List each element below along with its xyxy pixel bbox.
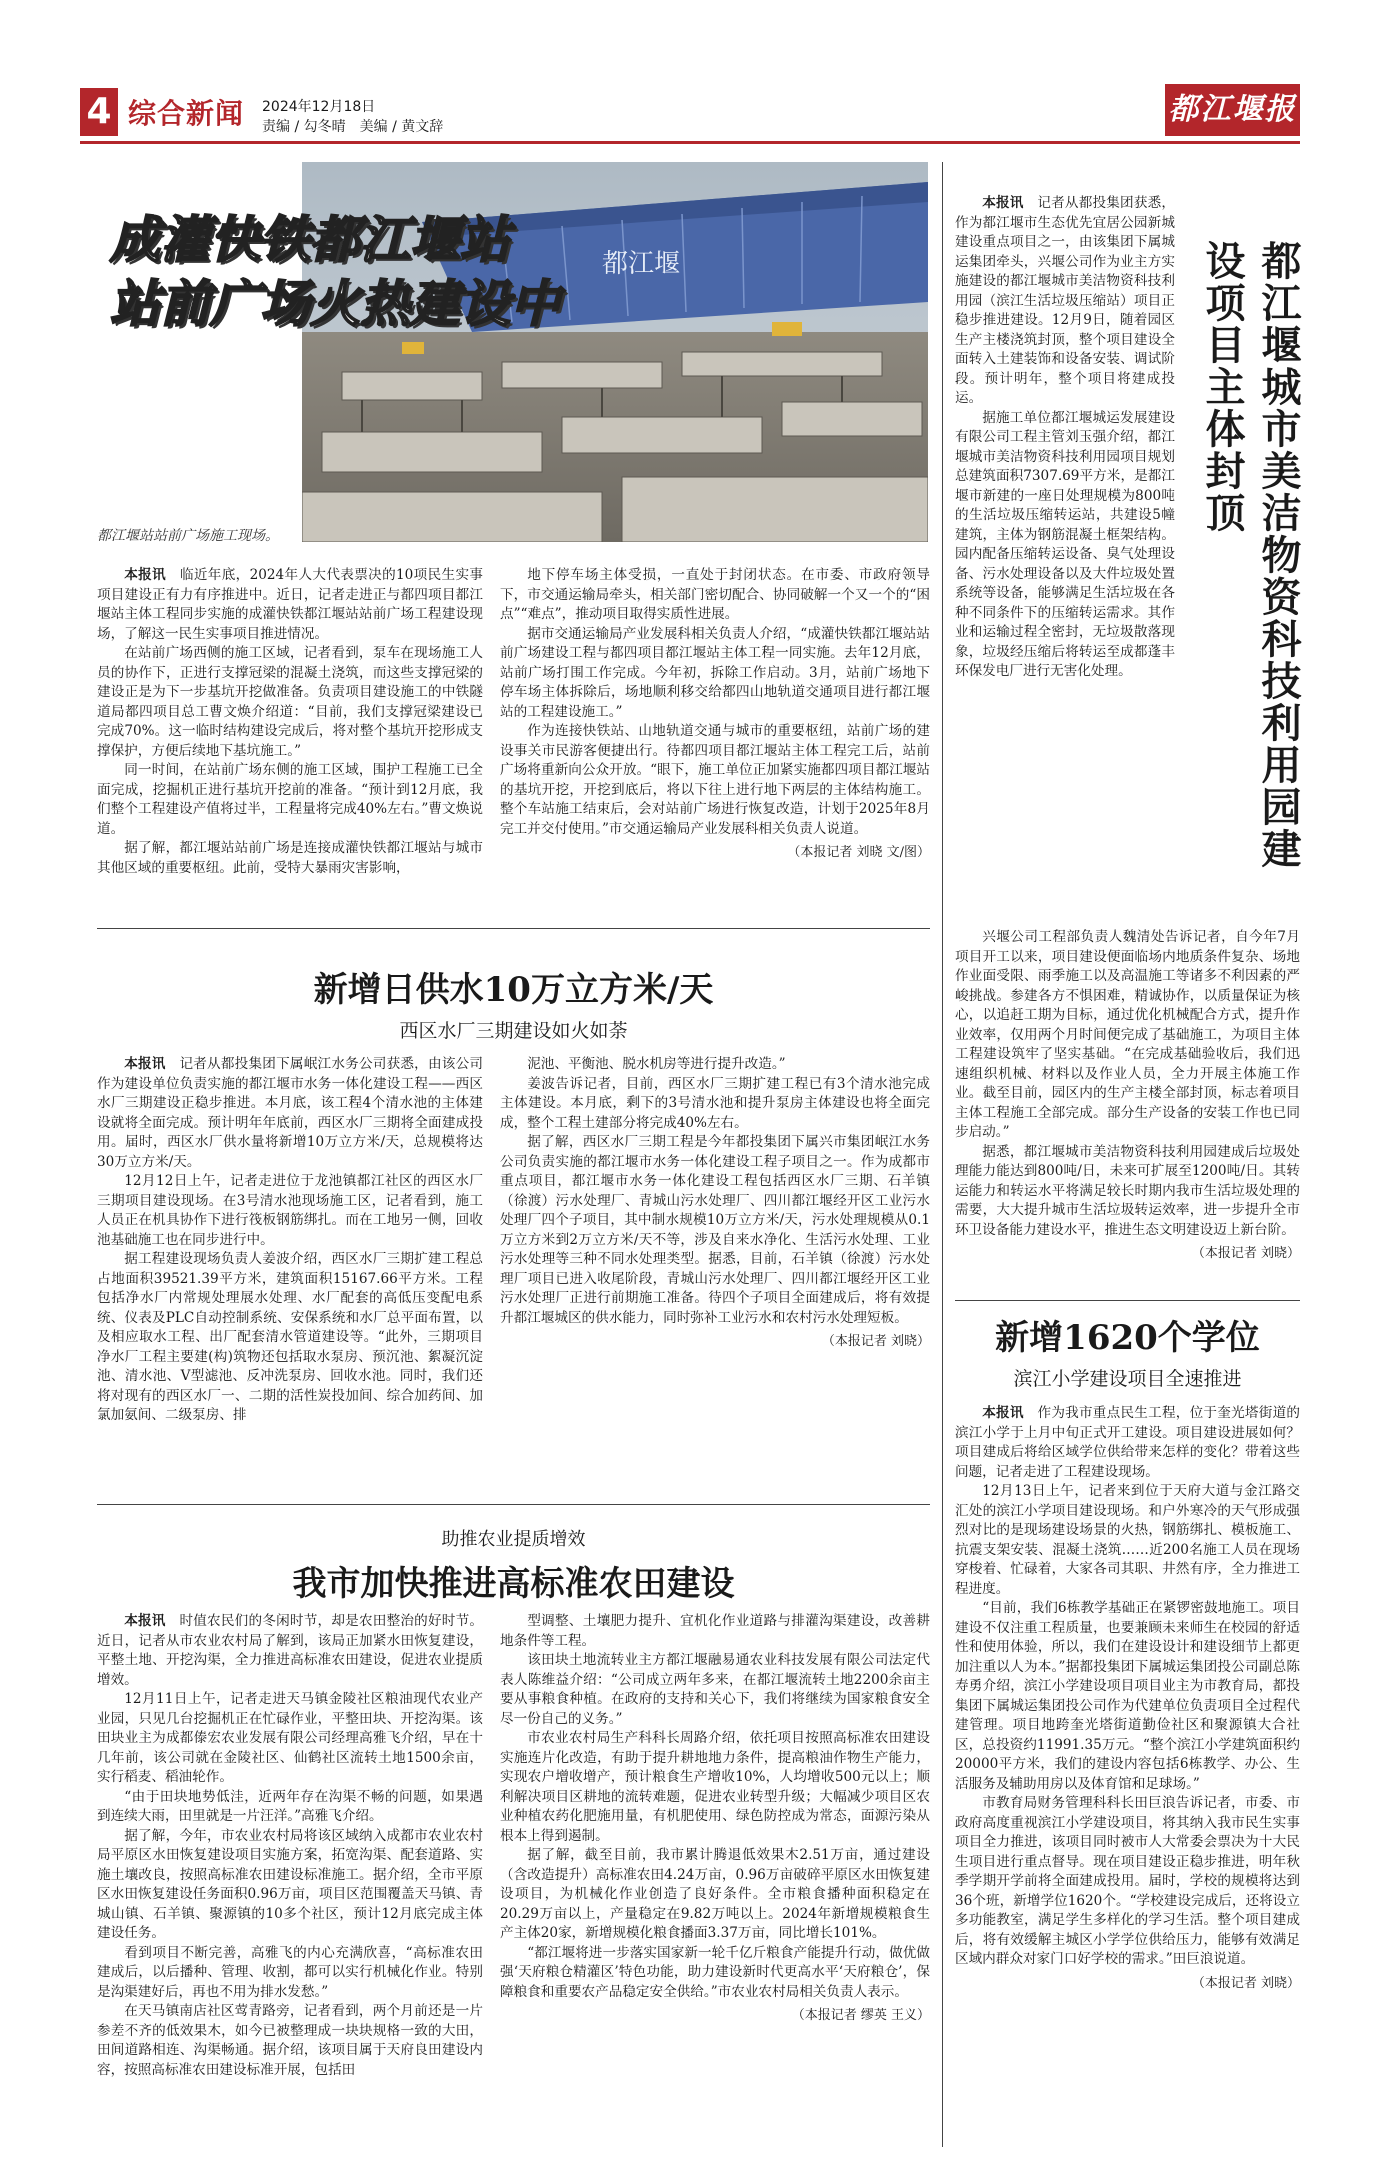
article1-title — [110, 208, 560, 336]
article1-paragraph: 在站前广场西侧的施工区域，记者看到，泵车在现场施工人员的协作下，正进行支撑冠梁的混凝土浇筑，而这些支撑冠梁的建设正是为下一步基坑开挖做准备。负责项目建设施工的中铁隧道局都四项目总工曹文焕介绍道：“目前，我们支撑冠梁建设已完成70%。这一临时结构建设完成后，将对整个基坑开挖形成支撑保护，方便后续地下基坑施工。” — [97, 645, 483, 759]
article3-paragraph: “由于田块地势低洼，近两年存在沟渠不畅的问题，如果遇到连续大雨，田里就是一片汪洋。”高雅飞介绍。 — [97, 1788, 483, 1824]
header-rule — [80, 141, 1300, 144]
article5-paragraph: 本报讯 作为我市重点民生工程，位于奎光塔街道的滨江小学于上月中旬正式开工建设。项目建设进展如何？项目建成后将给区域学位供给带来怎样的变化？带着这些问题，记者走进了工程建设现场。 — [955, 1405, 1300, 1480]
column-divider — [942, 162, 943, 2147]
article3-paragraph: “都江堰将进一步落实国家新一轮千亿斤粮食产能提升行动，做优做强‘天府粮仓精灌区’特色功能，助力建设新时代更高水平‘天府粮仓’，保障粮食和重要农产品稳定安全供给。”市农业农村局相关负责人表示。 — [500, 1944, 930, 2000]
article1-title-line2: 站前广场火热建设中 — [110, 275, 560, 333]
article3-kicker: 助推农业提质增效 — [441, 1529, 586, 1550]
article1-paragraph: 据了解，都江堰站站前广场是连接成灌快铁都江堰站与城市其他区域的重要枢纽。此前，受特大暴雨灾害影响， — [97, 840, 483, 876]
article5-title: 新增1620个学位 — [995, 1318, 1260, 1358]
article3-paragraph: 型调整、土壤肥力提升、宜机化作业道路与排灌沟渠建设，改善耕地条件等工程。 — [500, 1613, 930, 1649]
article1-paragraph: 作为连接快铁站、山地轨道交通与城市的重要枢纽，站前广场的建设事关市民游客便捷出行。待都四项目都江堰站主体工程完工后，站前广场将重新向公众开放。“眼下，施工单位正加紧实施都四项目都江堰站的基坑开挖，开挖到底后，将以下往上进行地下两层的主体结构施工。整个车站施工结束后，会对站前广场进行恢复改造，计划于2025年8月完工并交付使用。”市交通运输局产业发展科相关负责人说道。 — [500, 723, 930, 837]
article3-title: 我市加快推进高标准农田建设 — [292, 1564, 735, 1604]
article2-col2 — [500, 1055, 930, 1352]
newspaper-logo: 都江堰报 — [1165, 84, 1300, 136]
article3-paragraph: 据了解，今年，市农业农村局将该区域纳入成都市农业农村局平原区水田恢复建设项目实施方案，拓宽沟渠、配套道路、实施土壤改良，按照高标准农田建设标准施工。据介绍，全市平原区水田恢复建设任务面积0.96万亩，项目区范围覆盖天马镇、青城山镇、石羊镇、聚源镇的10多个社区，预计12月底完成主体建设任务。 — [97, 1827, 483, 1941]
divider — [97, 1504, 930, 1505]
station-sign: 都江堰 — [602, 249, 681, 279]
article3-paragraph: 在天马镇南店社区莺青路旁，记者看到，两个月前还是一片参差不齐的低效果木，如今已被整理成一块块规格一致的大田，田间道路相连、沟渠畅通。据介绍，该项目属于天府良田建设内容，按照高标准农田建设标准开展，包括田 — [97, 2003, 483, 2078]
photo-caption: 都江堰站站前广场施工现场。 — [97, 528, 279, 544]
article2-subtitle: 西区水厂三期建设如火如荼 — [399, 1020, 628, 1042]
article2-paragraph: 本报讯 记者从都投集团下属岷江水务公司获悉，由该公司作为建设单位负责实施的都江堰市水务一体化建设工程——西区水厂三期建设正稳步推进。本月底，该工程4个清水池的主体建设就将全面完成。预计明年年底前，西区水厂三期将全面建成投用。届时，西区水厂供水量将新增10万立方米/天，总规模将达30万立方米/天。 — [97, 1056, 484, 1170]
article3-paragraph: 该田块土地流转业主方都江堰融易通农业科技发展有限公司法定代表人陈维益介绍：“公司成立两年多来，在都江堰流转土地2200余亩主要从事粮食种植。在政府的支持和关心下，我们将继续为国家粮食安全尽一份自己的义务。” — [500, 1652, 930, 1727]
article5-subtitle: 滨江小学建设项目全速推进 — [1013, 1368, 1242, 1390]
article3-paragraph: 看到项目不断完善，高雅飞的内心充满欣喜，“高标准农田建成后，以后播种、管理、收割，都可以实行机械化作业。特别是沟渠建好后，再也不用为排水发愁。” — [97, 1944, 483, 2000]
article2-col1 — [97, 1055, 483, 1426]
article3-col1 — [97, 1612, 483, 2080]
article2-title: 新增日供水10万立方米/天 — [313, 970, 714, 1010]
divider — [97, 928, 930, 929]
article4-title: 都江堰城市美洁物资科技利用园建设项目主体封顶 — [1199, 240, 1302, 870]
article1-paragraph: 据市交通运输局产业发展科相关负责人介绍，“成灌快铁都江堰站站前广场建设工程与都四项目都江堰站主体工程一同实施。去年12月底，站前广场打围工作完成。今年初，拆除工作启动。3月，站前广场地下停车场主体拆除后，场地顺利移交给都四山地轨道交通项目进行都江堰站的工程建设施工。” — [500, 625, 930, 720]
article5-byline: （本报记者 刘晓） — [1191, 1975, 1300, 1991]
article5-paragraph: 市教育局财务管理科科长田巨浪告诉记者，市委、市政府高度重视滨江小学建设项目，将其纳入我市民生实事项目全力推进，该项目同时被市人大常委会票决为十大民生项目进行重点督导。现在项目建设正稳步推进，明年秋季学期开学前将全面建成投用。届时，学校的规模将达到36个班，新增学位1620个。“学校建设完成后，还将设立多功能教室，满足学生多样化的学习生活。整个项目建成后，将有效缓解主城区小学学位供给压力，能够有效满足区域内群众对家门口好学校的需求。”田巨浪说道。 — [955, 1795, 1300, 1967]
article2-paragraph: 姜波告诉记者，目前，西区水厂三期扩建工程已有3个清水池完成主体建设。本月底，剩下的3号清水池和提升泵房主体建设也将全面完成，整个工程土建部分将完成40%左右。 — [500, 1075, 930, 1131]
article2-paragraph: 据工程建设现场负责人姜波介绍，西区水厂三期扩建工程总占地面积39521.39平方米，建筑面积15167.66平方米。工程包括净水厂内常规处理展水处理、水厂配套的高低压变配电系统、仪表及PLC自动控制系统、安保系统和水厂总平面布置，以及相应取水工程、出厂配套清水管道建设等。“此外，三期项目净水厂工程主要建(构)筑物还包括取水泵房、预沉池、絮凝沉淀池、清水池、V型滤池、反冲洗泵房、回收水池。同时，我们还将对现有的西区水厂一、二期的活性炭投加间、综合加药间、加氯加氨间、二级泵房、排 — [97, 1251, 483, 1423]
article4-paragraph: 兴堰公司工程部负责人魏清处告诉记者，自今年7月项目开工以来，项目建设便面临场内地质条件复杂、场地作业面受限、雨季施工以及高温施工等诸多不利因素的严峻挑战。参建各方不惧困难，精诚协作，以质量保证为核心，以追赶工期为目标，通过优化机械配合方式，提升作业效率，仅用两个月时间便完成了基础施工，为项目主体工程建设筑牢了坚实基础。“在完成基础验收后，我们迅速组织机械、材料以及作业人员，全力开展主体施工作业。截至目前，园区内的生产主楼全部封顶，标志着项目主体工程施工全部完成。部分生产设备的安装工作也已同步启动。” — [955, 929, 1300, 1140]
article1-title-line1: 成灌快铁都江堰站 — [110, 211, 510, 269]
masthead — [0, 0, 1380, 150]
article5-paragraph: 12月13日上午，记者来到位于天府大道与金江路交汇处的滨江小学项目建设现场。和户外寒冷的天气形成强烈对比的是现场建设场景的火热，钢筋绑扎、模板施工、抗震支架安装、混凝土浇筑……近200名施工人员在现场穿梭着、忙碌着，大家各司其职、井然有序，全力推进工程进度。 — [955, 1483, 1300, 1597]
article2-paragraph: 泥池、平衡池、脱水机房等进行提升改造。” — [527, 1056, 786, 1072]
issue-date: 2024年12月18日 — [262, 99, 376, 115]
article4-byline: （本报记者 刘晓） — [1191, 1246, 1300, 1261]
article1-col2 — [500, 566, 930, 863]
article3-byline: （本报记者 缪英 王义） — [791, 2008, 930, 2023]
article1-byline: （本报记者 刘晓 文/图） — [787, 845, 930, 860]
article1-paragraph: 本报讯 临近年底，2024年人大代表票决的10项民生实事项目建设正有力有序推进中。近日，记者走进正与都四项目都江堰站主体工程同步实施的成灌快铁都江堰站站前广场工程建设现场，了解这一民生实事项目推进情况。 — [97, 567, 483, 642]
article4-paragraph: 本报讯 记者从都投集团获悉，作为都江堰市生态优先宜居公园新城建设重点项目之一，由该集团下属城运集团牵头，兴堰公司作为业主方实施建设的都江堰城市美洁物资科技利用园（滨江生活垃圾压缩站）项目正稳步推进建设。12月9日，随着园区生产主楼浇筑封顶，整个项目建设全面转入土建装饰和设备安装、调试阶段。预计明年，整个项目将建成投运。 — [955, 195, 1176, 406]
article5-paragraph: “目前，我们6栋教学基础正在紧锣密鼓地施工。项目建设不仅注重工程质量，也要兼顾未来师生在校园的舒适性和使用体验，所以，我们在建设设计和建设细节上都更加注重以人为本。”据都投集团下属城运集团投公司副总陈寿勇介绍，滨江小学建设项目项目业主为市教育局，都投集团下属城运集团投公司作为代建单位负责项目全过程代建管理。项目地跨奎光塔街道勤俭社区和聚源镇大合社区，总投资约11991.35万元。“整个滨江小学建筑面积约20000平方米，我们的建设内容包括6栋教学、办公、生活服务及辅助用房以及体育馆和足球场。” — [955, 1600, 1300, 1792]
article3-paragraph: 12月11日上午，记者走进天马镇金陵社区粮油现代农业产业园，只见几台挖掘机正在忙碌作业，平整田块、开挖沟渠。该田块业主为成都傣宏农业发展有限公司经理高雅飞介绍，早在十几年前，该公司就在金陵社区、仙鹤社区流转土地1500余亩，实行稻麦、稻油轮作。 — [97, 1691, 483, 1785]
divider — [955, 1300, 1300, 1301]
article3-paragraph: 市农业农村局生产科科长周路介绍，依托项目按照高标准农田建设实施连片化改造，有助于提升耕地地力条件，提高粮油作物生产能力，实现农户增收增产，预计粮食生产增收10%，人均增收500元以上；顺利解决项目区耕地的流转难题，促进农业转型升级；大幅减少项目区农业种植农药化肥施用量，有机肥使用、绿色防控成为常态，面源污染从根本上得到遏制。 — [500, 1730, 930, 1844]
article3-col2 — [500, 1612, 930, 2026]
article4-wide-col — [955, 928, 1300, 1264]
article1-col1 — [97, 566, 483, 878]
article2-paragraph: 12月12日上午，记者走进位于龙池镇都江社区的西区水厂三期项目建设现场。在3号清水池现场施工区，记者看到，施工人员正在机具协作下进行筏板钢筋绑扎。而在工地另一侧，回收池基础施工也在同步进行中。 — [97, 1173, 483, 1248]
article4-narrow-col — [955, 194, 1175, 682]
article1-paragraph: 同一时间，在站前广场东侧的施工区域，围护工程施工已全面完成，挖掘机正进行基坑开挖前的准备。“预计到12月底，我们整个工程建设产值将过半，工程量将完成40%左右。”曹文焕说道。 — [97, 762, 483, 837]
article2-byline: （本报记者 刘晓） — [821, 1334, 930, 1349]
article1-paragraph: 地下停车场主体受损，一直处于封闭状态。在市委、市政府领导下，市交通运输局牵头，相关部门密切配合、协同破解一个又一个的“困点”“难点”，推动项目取得实质性进展。 — [500, 567, 930, 622]
article2-paragraph: 据了解，西区水厂三期工程是今年都投集团下属兴市集团岷江水务公司负责实施的都江堰市水务一体化建设工程子项目之一。作为成都市重点项目，都江堰市水务一体化建设工程包括西区水厂三期、石羊镇（徐渡）污水处理厂、青城山污水处理厂、四川都江堰经开区工业污水处理厂四个子项目，其中制水规模10万立方米/天，污水处理规模从0.1万立方米到2万立方米/天不等，涉及自来水净化、生活污水处理、工业污水处理等三种不同水处理类型。据悉，目前，石羊镇（徐渡）污水处理厂项目已进入收尾阶段，青城山污水处理厂、四川都江堰经开区工业污水处理厂正进行前期施工准备。待四个子项目全面建成后，将有效提升都江堰城区的供水能力，同时弥补工业污水和农村污水处理短板。 — [500, 1134, 930, 1326]
article4-paragraph: 据悉，都江堰城市美洁物资科技利用园建成后垃圾处理能力能达到800吨/日，未来可扩展至1200吨/日。其转运能力和转运水平将满足较长时期内我市生活垃圾处理的需要，大大提升城市生活垃圾转运效率，进一步提升全市环卫设备能力建设水平，推进生态文明建设迈上新台阶。 — [955, 1143, 1300, 1238]
section-name: 综合新闻 — [128, 97, 245, 130]
article5-col — [955, 1404, 1300, 1993]
page-number: 4 — [80, 88, 118, 136]
editor-credits: 责编 / 勾冬晴 美编 / 黄文辞 — [262, 119, 444, 135]
article3-paragraph: 本报讯 时值农民们的冬闲时节，却是农田整治的好时节。近日，记者从市农业农村局了解到，该局正加紧水田恢复建设，平整土地、开挖沟渠，全力推进高标准农田建设，促进农业提质增效。 — [97, 1613, 484, 1688]
article3-paragraph: 据了解，截至目前，我市累计腾退低效果木2.51万亩，通过建设（含改造提升）高标准农田4.24万亩，0.96万亩破碎平原区水田恢复建设项目，为机械化作业创造了良好条件。全市粮食播种面积稳定在20.29万亩以上，产量稳定在9.82万吨以上。2024年新增规模粮食生产主体20家，新增规模化粮食播面3.37万亩，同比增长101%。 — [500, 1847, 930, 1941]
article4-paragraph: 据施工单位都江堰城运发展建设有限公司工程主管刘玉强介绍，都江堰城市美洁物资科技利用园项目规划总建筑面积7307.69平方米，是都江堰市新建的一座日处理规模为800吨的生活垃圾压缩转运站，共建设5幢建筑，主体为钢筋混凝土框架结构。园内配备压缩转运设备、臭气处理设备、污水处理设备以及大件垃圾处置系统等设备，能够满足生活垃圾在各种不同条件下的压缩转运需求。其作业和运输过程全密封，无垃圾散落现象，垃圾经压缩后将转运至成都蓬丰环保发电厂进行无害化处理。 — [955, 409, 1175, 679]
